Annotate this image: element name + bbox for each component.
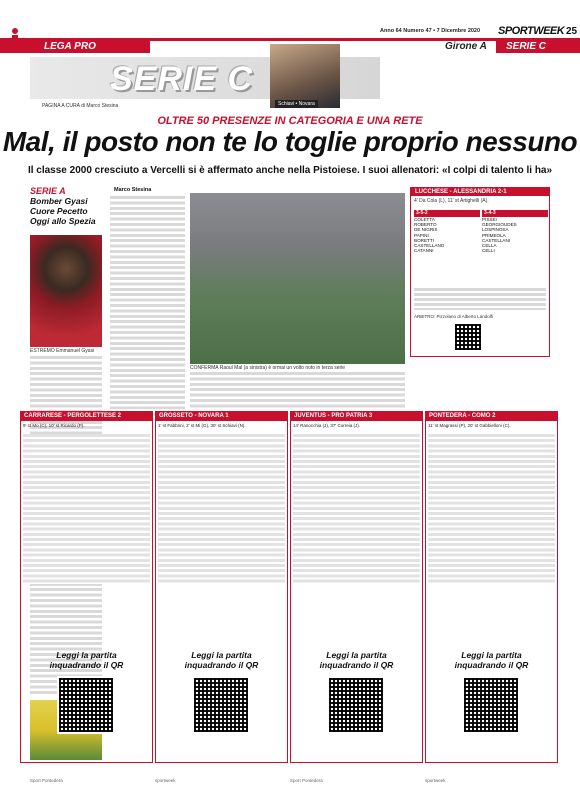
serie-a-title: SERIE A xyxy=(30,186,66,196)
article-kicker: OLTRE 50 PRESENZE IN CATEGORIA E UNA RETE xyxy=(157,115,423,127)
article-column-1 xyxy=(110,196,185,409)
match-title: JUVENTUS - PRO PATRIA 3 xyxy=(291,412,422,421)
qr-code[interactable] xyxy=(453,322,483,352)
qr-cta-line-2: inquadrando il QR xyxy=(319,660,394,670)
player: PISSEI xyxy=(482,217,497,222)
footer-left: Sport Pontedera xyxy=(30,778,63,783)
section-girone: Girone A xyxy=(445,41,487,52)
match-box-juventus xyxy=(290,411,423,763)
serie-a-line-2: Cuore Pecetto xyxy=(30,206,88,216)
match-box-score: 4' Da Cola (L), 11' st Artighelli (A). xyxy=(414,198,489,204)
player: CELLA xyxy=(482,243,497,249)
article-headline: Mal, il posto non te lo toglie proprio nessuno xyxy=(2,126,578,157)
player: CATANNI xyxy=(414,248,434,254)
match-score: 9' st Mo (C), 10' st Ricardo (P). xyxy=(23,423,85,428)
hero-player-photo xyxy=(270,44,340,108)
match-box-lucchese xyxy=(410,187,550,357)
hero-photo-caption: Schiavi • Novara xyxy=(275,100,318,108)
gyasi-photo xyxy=(30,235,102,347)
footer-mid-1: sportweek xyxy=(155,778,176,783)
player: DE NIGRIS xyxy=(414,227,438,233)
player: PRIMEOLA xyxy=(482,232,506,238)
section-lega-pro: LEGA PRO xyxy=(0,40,150,53)
qr-code[interactable] xyxy=(57,676,115,734)
qr-cta-line-2: inquadrando il QR xyxy=(454,660,529,670)
match-box-pontedera xyxy=(425,411,558,763)
gyasi-caption: ESTREMO Emmanuel Gyasi xyxy=(30,348,95,354)
player: ROBERTO xyxy=(414,222,437,228)
away-lineup xyxy=(482,210,548,253)
serie-a-box xyxy=(30,186,100,231)
home-module: 3-5-2 xyxy=(414,210,480,217)
qr-code[interactable] xyxy=(192,676,250,734)
home-lineup xyxy=(414,210,480,253)
serie-a-line-3: Oggi allo Spezia xyxy=(30,216,96,226)
match-score: 14' Ranocchia (J), 37' Correia (J). xyxy=(293,423,360,428)
issue-info: Anno 64 Numero 47 • 7 Dicembre 2020 xyxy=(380,28,481,34)
hero-title: SERIE C xyxy=(110,60,254,98)
player: CASTELLANI xyxy=(482,237,511,243)
player: BORETTI xyxy=(414,237,434,243)
article-subhead: Il classe 2000 cresciuto a Vercelli si è affermato anche nella Pistoiese. I suoi allenatori: «I colpi di talento li ha» xyxy=(27,165,553,176)
serie-a-line-1: Bomber Gyasi xyxy=(30,196,88,206)
article-author: Marco Stesina xyxy=(114,187,152,193)
footer xyxy=(0,776,580,786)
qr-cta-line-1: Leggi la partita xyxy=(461,650,522,660)
away-module: 3-4-3 xyxy=(482,210,548,217)
section-serie-c: SERIE C xyxy=(496,40,580,53)
match-title: GROSSETO - NOVARA 1 xyxy=(156,412,287,421)
match-score: 1' st Fabbrini, 2' st Mi (G), 30' st Schiavi (N). xyxy=(158,423,246,428)
match-box-title: LUCCHESE - ALESSANDRIA 2-1 xyxy=(411,188,549,196)
qr-cta-line-2: inquadrando il QR xyxy=(184,660,259,670)
qr-code[interactable] xyxy=(327,676,385,734)
match-title: PONTEDERA - COMO 2 xyxy=(426,412,557,421)
match-box-grosseto xyxy=(155,411,288,763)
match-score: 11' st Magrassi (P), 20' st Gabbielloni (C). xyxy=(428,423,511,428)
qr-cta-line-2: inquadrando il QR xyxy=(49,660,124,670)
qr-cta-line-1: Leggi la partita xyxy=(326,650,387,660)
top-bar xyxy=(0,0,580,40)
footer-mid-2: Sport Pontedera xyxy=(290,778,323,783)
article-column-bottom xyxy=(190,372,405,409)
article-photo-caption: CONFERMA Raoul Mal (a sinistra) è ormai un volto noto in terza serie xyxy=(190,365,346,371)
player: LOSPINOSA xyxy=(482,227,509,233)
qr-code[interactable] xyxy=(462,676,520,734)
page-credit: PAGINA A CURA di Marco Stesina xyxy=(42,103,119,109)
sideboard-credit: ARBITRO: Pizzolano di Alberto Landolfi xyxy=(414,314,494,319)
player: CASTELLANO xyxy=(414,243,445,249)
qr-cta-line-1: Leggi la partita xyxy=(191,650,252,660)
player: GEORGIOUDES xyxy=(482,222,517,228)
match-box-carrarese xyxy=(20,411,153,763)
page-number: 25 xyxy=(566,26,578,37)
player: CELLI xyxy=(482,248,495,254)
player: PAPINI xyxy=(414,232,429,238)
footer-right: sportweek xyxy=(425,778,446,783)
match-title: CARRARESE - PERGOLETTESE 2 xyxy=(21,412,152,421)
player: COLETTA xyxy=(414,217,435,222)
article-photo xyxy=(190,193,405,364)
brand-logo: SPORTWEEK xyxy=(498,25,565,37)
qr-cta-line-1: Leggi la partita xyxy=(56,650,117,660)
